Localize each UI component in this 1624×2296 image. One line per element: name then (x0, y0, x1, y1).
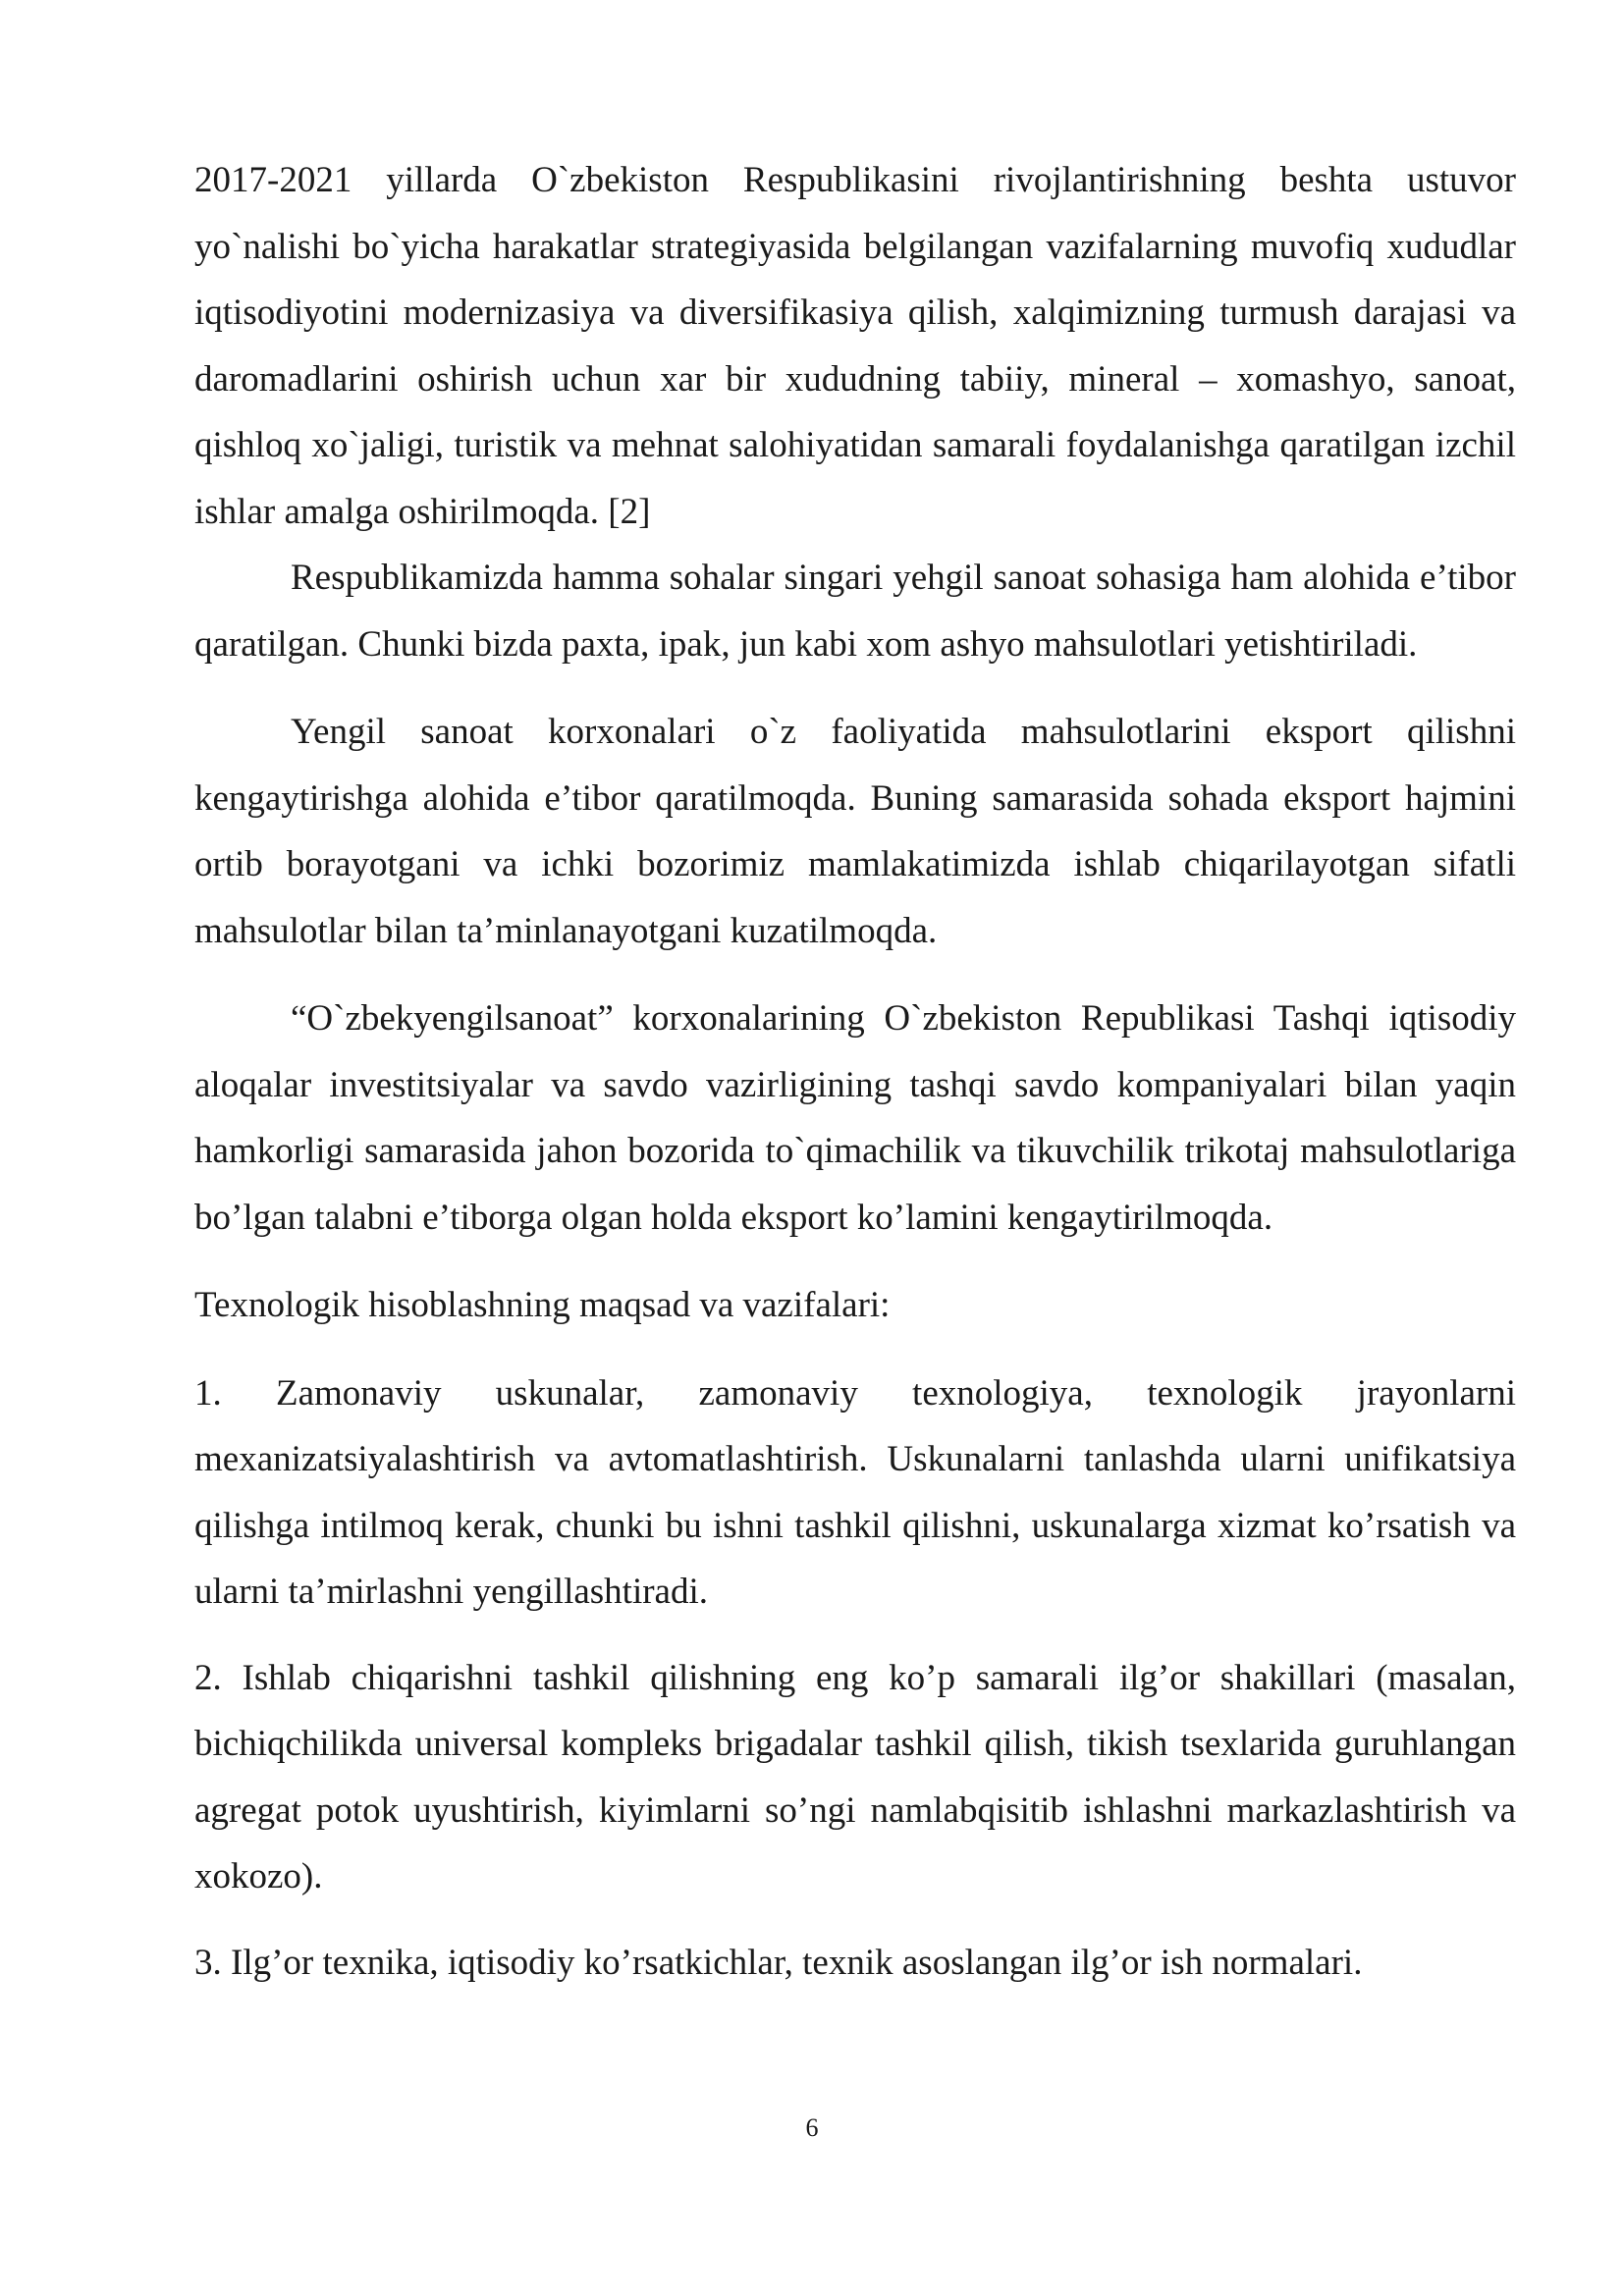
paragraph-goals-heading: Texnologik hisoblashning maqsad va vazifalari: (194, 1285, 891, 1325)
paragraph-strategy: 2017-2021 yillarda O`zbekiston Respublikasini rivojlantirishning beshta ustuvor yo`nalishi bo`yicha harakatlar strategiyasida belgilangan vazifalarning muvofiq xududlar iqtisodiyotini modernizasiya va diversifikasiya qilish, xalqimizning turmush darajasi va daromadlarini oshirish uchun xar bir xududning tabiiy, mineral – xomashyo, sanoat, qishloq xo`jaligi, turistik va mehnat salohiyatidan samarali foydalanishga qaratilgan izchil ishlar amalga oshirilmoqda. [2] (194, 160, 1516, 532)
paragraph-uzbekyengilsanoat: “O`zbekyengilsanoat” korxonalarining O`zbekiston Republikasi Tashqi iqtisodiy aloqalar investitsiyalar va savdo vazirligining tashqi savdo kompaniyalari bilan yaqin hamkorligi samarasida jahon bozorida to`qimachilik va tikuvchilik trikotaj mahsulotlariga bo’lgan talabni e’tiborga olgan holda eksport ko’lamini kengaytirilmoqda. (194, 998, 1516, 1238)
list-item-2: 2. Ishlab chiqarishni tashkil qilishning eng ko’p samarali ilg’or shakillari (masalan, bichiqchilikda universal kompleks brigadalar tashkil qilish, tikish tsexlarida guruhlangan agregat potok uyushtirish, kiyimlarni so’ngi namlabqisitib ishlashni markazlashtirish va xokozo). (194, 1657, 1516, 1896)
paragraph-light-industry: Respublikamizda hamma sohalar singari yehgil sanoat sohasiga ham alohida e’tibor qaratilgan. Chunki bizda paxta, ipak, jun kabi xom ashyo mahsulotlari yetishtiriladi. (194, 558, 1516, 665)
paragraph-export: Yengil sanoat korxonalari o`z faoliyatida mahsulotlarini eksport qilishni kengaytirishga alohida e’tibor qaratilmoqda. Buning samarasida sohada eksport hajmini ortib borayotgani va ichki bozorimiz mamlakatimizda ishlab chiqarilayotgan sifatli mahsulotlar bilan ta’minlanayotgani kuzatilmoqda. (194, 712, 1516, 951)
page-number: 6 (805, 2113, 819, 2142)
list-item-3: 3. Ilg’or texnika, iqtisodiy ko’rsatkichlar, texnik asoslangan ilg’or ish normalari. (194, 1942, 1363, 1983)
document-page (194, 147, 1516, 1996)
list-item-1: 1. Zamonaviy uskunalar, zamonaviy texnologiya, texnologik jrayonlarni mexanizatsiyalashtirish va avtomatlashtirish. Uskunalarni tanlashda ularni unifikatsiya qilishga intilmoq kerak, chunki bu ishni tashkil qilishni, uskunalarga xizmat ko’rsatish va ularni ta’mirlashni yengillashtiradi. (194, 1372, 1516, 1612)
